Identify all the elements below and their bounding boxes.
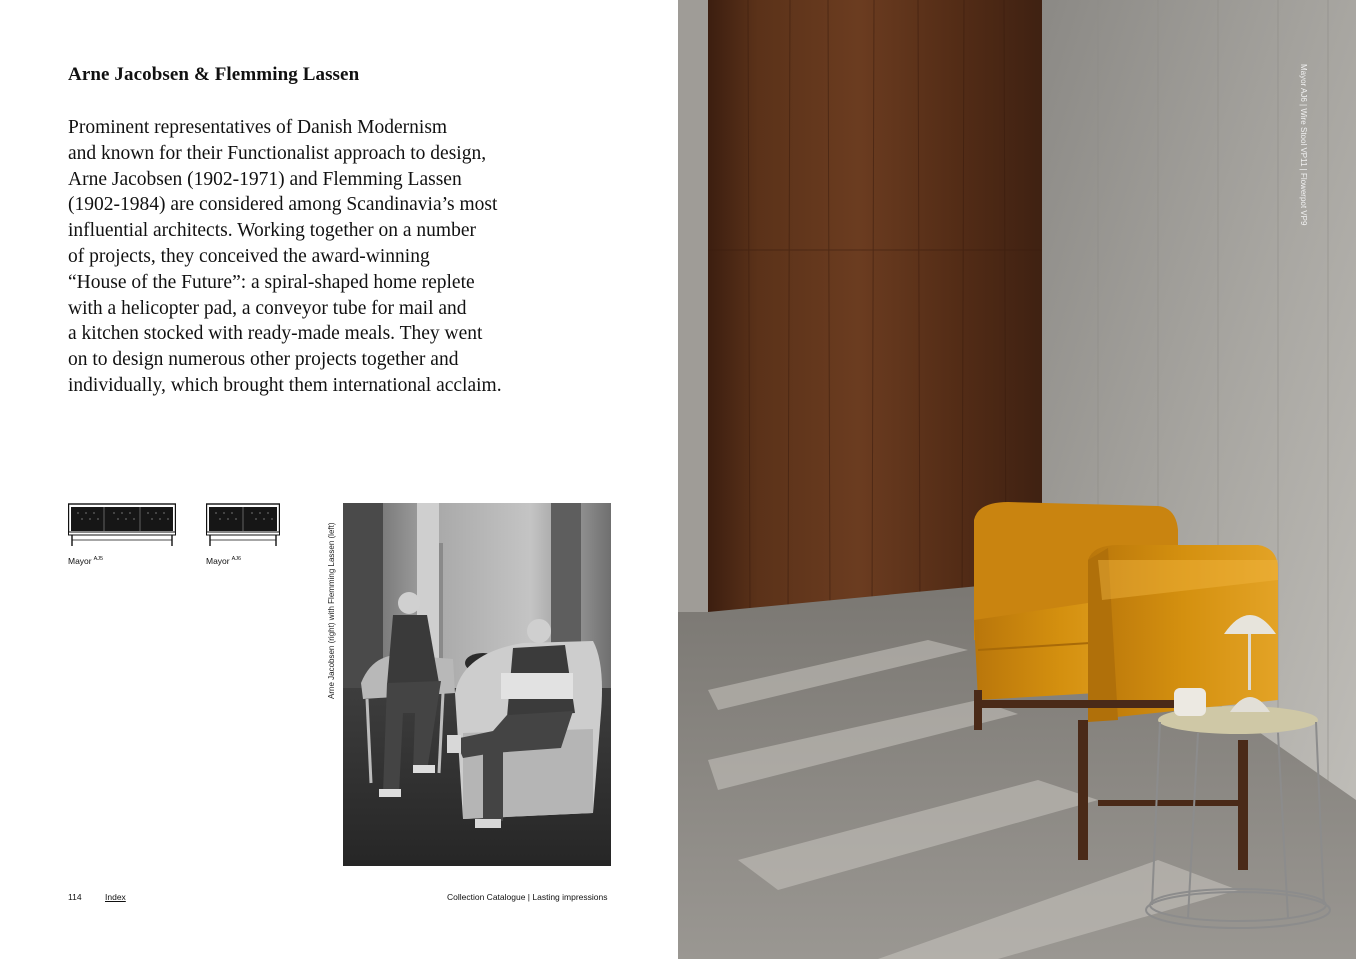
product-name: Mayor [206, 556, 230, 566]
article-heading: Arne Jacobsen & Flemming Lassen [68, 64, 360, 85]
catalogue-title: Collection Catalogue | Lasting impressions [447, 892, 608, 902]
body-line: influential architects. Working together on a number [68, 220, 476, 242]
archival-photo [343, 503, 611, 866]
right-photo-caption-text: Mayor AJ6 | Wire Stool VP11 | Flowerpot VP9 [1299, 64, 1308, 226]
body-line: Prominent representatives of Danish Modernism [68, 117, 448, 138]
body-line: and known for their Functionalist approach to design, [68, 142, 487, 164]
mayor-aj6-label [206, 556, 241, 566]
photo-caption [327, 503, 337, 703]
body-line: individually, which brought them international acclaim. [68, 374, 502, 396]
product-code: AJ5 [93, 556, 104, 563]
article-body [68, 115, 538, 399]
body-line: “House of the Future”: a spiral-shaped home replete [68, 271, 475, 293]
mayor-aj5-sofa-icon [68, 503, 176, 547]
body-line: (1902-1984) are considered among Scandinavia’s most [68, 194, 498, 216]
right-photo-caption [1296, 64, 1308, 254]
photo-caption-text: Arne Jacobsen (right) with Flemming Lassen (left) [327, 522, 336, 699]
body-line: on to design numerous other projects together and [68, 349, 459, 371]
interior-photo [678, 0, 1356, 959]
body-line: Arne Jacobsen (1902-1971) and Flemming Lassen [68, 168, 462, 190]
mayor-aj6-sofa-icon [206, 503, 280, 547]
product-code: AJ6 [231, 556, 242, 563]
product-name: Mayor [68, 556, 92, 566]
body-line: with a helicopter pad, a conveyor tube for mail and [68, 297, 467, 319]
index-link[interactable]: Index [105, 892, 126, 902]
body-line: of projects, they conceived the award-winning [68, 245, 430, 267]
body-line: a kitchen stocked with ready-made meals. They went [68, 323, 483, 345]
page-number: 114 [68, 892, 82, 902]
mayor-aj5-label [68, 556, 103, 566]
